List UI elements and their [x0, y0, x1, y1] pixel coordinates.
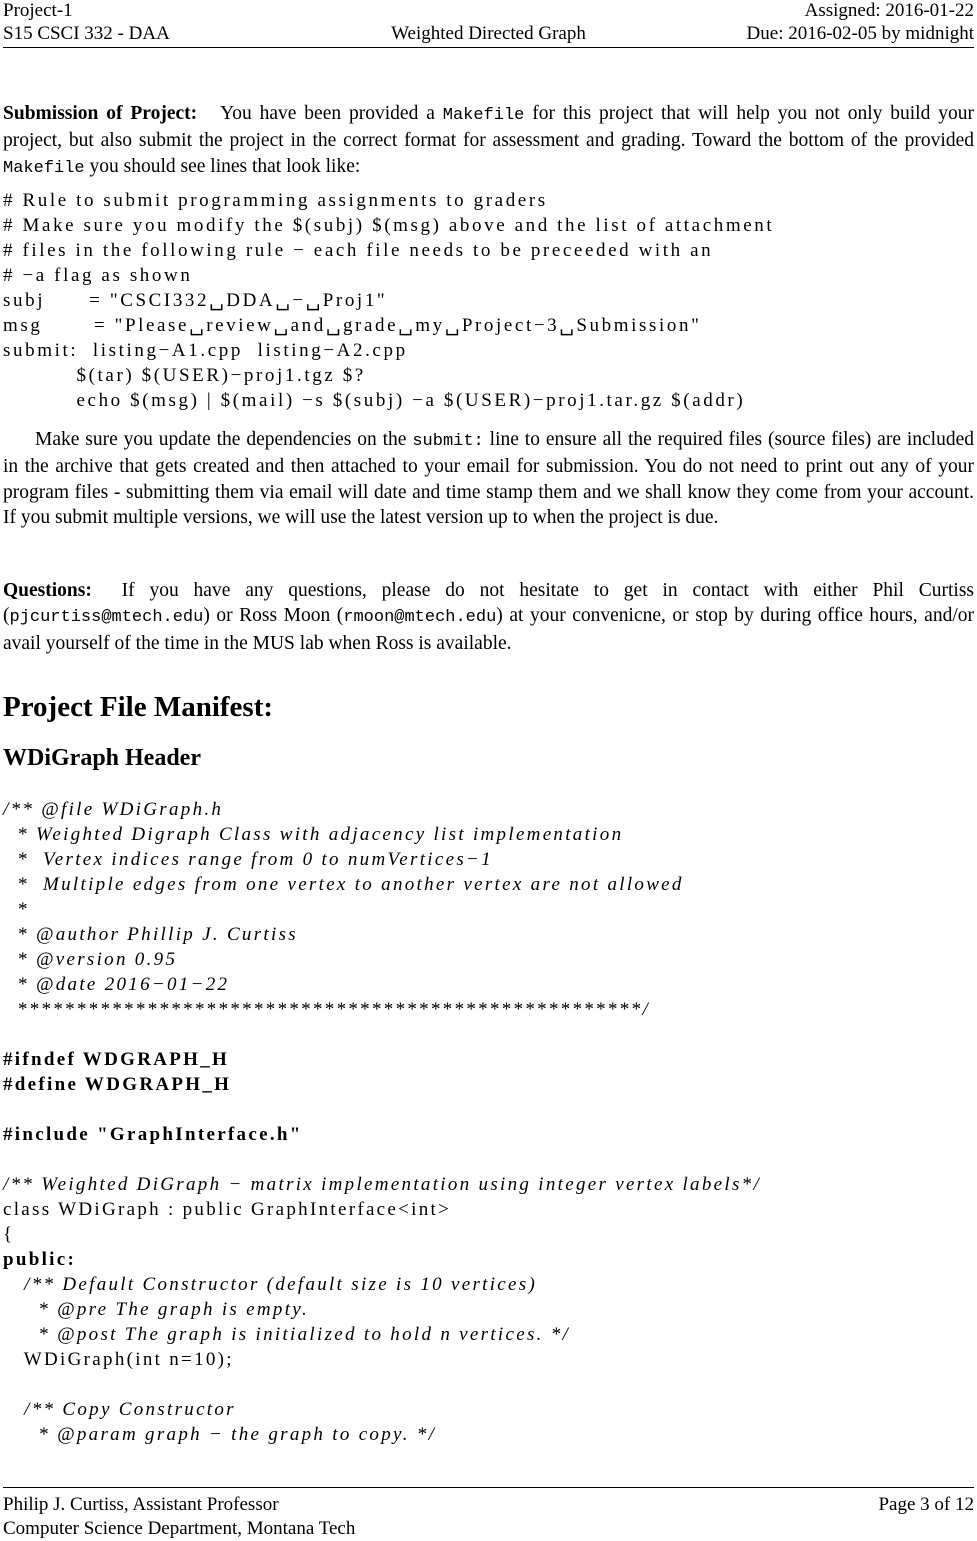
code-line: * @param graph − the graph to copy. */: [3, 1424, 437, 1445]
makefile-listing: [3, 188, 974, 413]
questions-text-3: ) at your convenicne, or stop by during office hours, and/or avail yourself of the time in the MUS lab when Ross is available.: [3, 605, 974, 654]
submission-heading: Submission of Project:: [3, 103, 198, 124]
code-line: class WDiGraph : public GraphInterface<int>: [3, 1199, 452, 1220]
code-line: /** Weighted DiGraph − matrix implementation using integer vertex labels*/: [3, 1174, 762, 1195]
makefile-name-2: Makefile: [3, 158, 85, 178]
assigned-date: Assigned: 2016-01-22: [804, 0, 974, 21]
page-number: Page 3 of 12: [878, 1494, 974, 1515]
questions-heading: Questions:: [3, 580, 92, 601]
code-line: #define WDGRAPH_H: [3, 1074, 232, 1095]
code-line: [3, 1022, 974, 1047]
submission-text-3: you should see lines that look like:: [89, 155, 361, 177]
footer-row-2: [3, 1517, 974, 1541]
code-line: #include "GraphInterface.h": [3, 1124, 303, 1145]
email-moon[interactable]: rmoon@mtech.edu: [343, 608, 497, 628]
makefile-line: $(tar) $(USER)−proj1.tgz $?: [3, 365, 366, 386]
makefile-line: # Rule to submit programming assignments to graders: [3, 190, 548, 211]
makefile-line: msg = "Please␣review␣and␣grade␣my␣Project−3␣Submission": [3, 315, 702, 336]
questions-text-2: ) or Ross Moon (: [203, 605, 344, 627]
code-line: * @date 2016−01−22: [3, 974, 230, 995]
update-paragraph: [3, 427, 974, 531]
makefile-line: echo $(msg) | $(mail) −s $(subj) −a $(USER)−proj1.tar.gz $(addr): [3, 390, 746, 411]
code-line: * Vertex indices range from 0 to numVertices−1: [3, 849, 493, 870]
code-line: {: [3, 1224, 15, 1245]
questions-text-1: If you have any questions, please do not hesitate to get in contact with either Phil Curtiss (: [3, 580, 975, 627]
code-line: [3, 1372, 974, 1397]
footer-rule: [3, 1487, 974, 1488]
makefile-line: # Make sure you modify the $(subj) $(msg) above and the list of attachment: [3, 215, 775, 236]
code-line: [3, 1097, 974, 1122]
footer-department: Computer Science Department, Montana Tech: [3, 1518, 356, 1539]
submission-paragraph: [3, 101, 974, 181]
makefile-name: Makefile: [442, 106, 525, 125]
manifest-heading: Project File Manifest:: [3, 691, 274, 723]
code-line: * @pre The graph is empty.: [3, 1299, 310, 1320]
makefile-line: subj = "CSCI332␣DDA␣−␣Proj1": [3, 290, 388, 311]
code-line: *: [3, 899, 29, 920]
makefile-line: submit: listing−A1.cpp listing−A2.cpp: [3, 340, 408, 361]
makefile-line: # −a flag as shown: [3, 265, 193, 286]
code-line: [3, 1147, 974, 1172]
makefile-line: # files in the following rule − each file needs to be preceeded with an: [3, 240, 714, 261]
document-title: Weighted Directed Graph: [391, 23, 586, 44]
update-text-1: Make sure you update the dependencies on the: [35, 429, 407, 450]
questions-paragraph: [3, 578, 974, 656]
footer-author: Philip J. Curtiss, Assistant Professor: [3, 1494, 279, 1515]
code-line: /** @file WDiGraph.h: [3, 799, 224, 820]
code-line: * Weighted Digraph Class with adjacency list implementation: [3, 824, 624, 845]
wdigraph-header-heading: WDiGraph Header: [3, 745, 201, 771]
code-line: * @version 0.95: [3, 949, 178, 970]
update-text-2: line to ensure all the required files (source files) are included in the archive that gets created and then attached to your email for submission. You do not need to print out any of your program files - submitting them via email will date and time stamp them and we shall know they come from your account. If you submit multiple versions, we will use the latest version up to when the project is due.: [3, 429, 975, 529]
code-line: /** Default Constructor (default size is 10 vertices): [3, 1274, 538, 1295]
code-line: *****************************************************/: [3, 999, 651, 1020]
email-curtiss[interactable]: pjcurtiss@mtech.edu: [9, 608, 204, 628]
due-date: Due: 2016-02-05 by midnight: [746, 23, 974, 44]
code-line: public:: [3, 1249, 77, 1270]
wdigraph-header-listing: [3, 797, 974, 1447]
footer-row-1: [3, 1493, 974, 1517]
submission-text-2: for this project that will help you not only build your project, but also submit the project in the correct format for assessment and grading. Toward the bottom of the provided: [3, 103, 974, 152]
submission-text-1: You have been provided a: [220, 103, 435, 124]
project-label: Project-1: [3, 0, 73, 21]
code-line: * Multiple edges from one vertex to another vertex are not allowed: [3, 874, 684, 895]
code-line: #ifndef WDGRAPH_H: [3, 1049, 230, 1070]
course-label: S15 CSCI 332 - DAA: [3, 23, 170, 44]
submit-target: submit:: [412, 432, 484, 451]
code-line: * @author Phillip J. Curtiss: [3, 924, 298, 945]
code-line: * @post The graph is initialized to hold n vertices. */: [3, 1324, 571, 1345]
code-line: WDiGraph(int n=10);: [3, 1349, 234, 1370]
header-rule: [3, 47, 974, 48]
code-line: /** Copy Constructor: [3, 1399, 236, 1420]
